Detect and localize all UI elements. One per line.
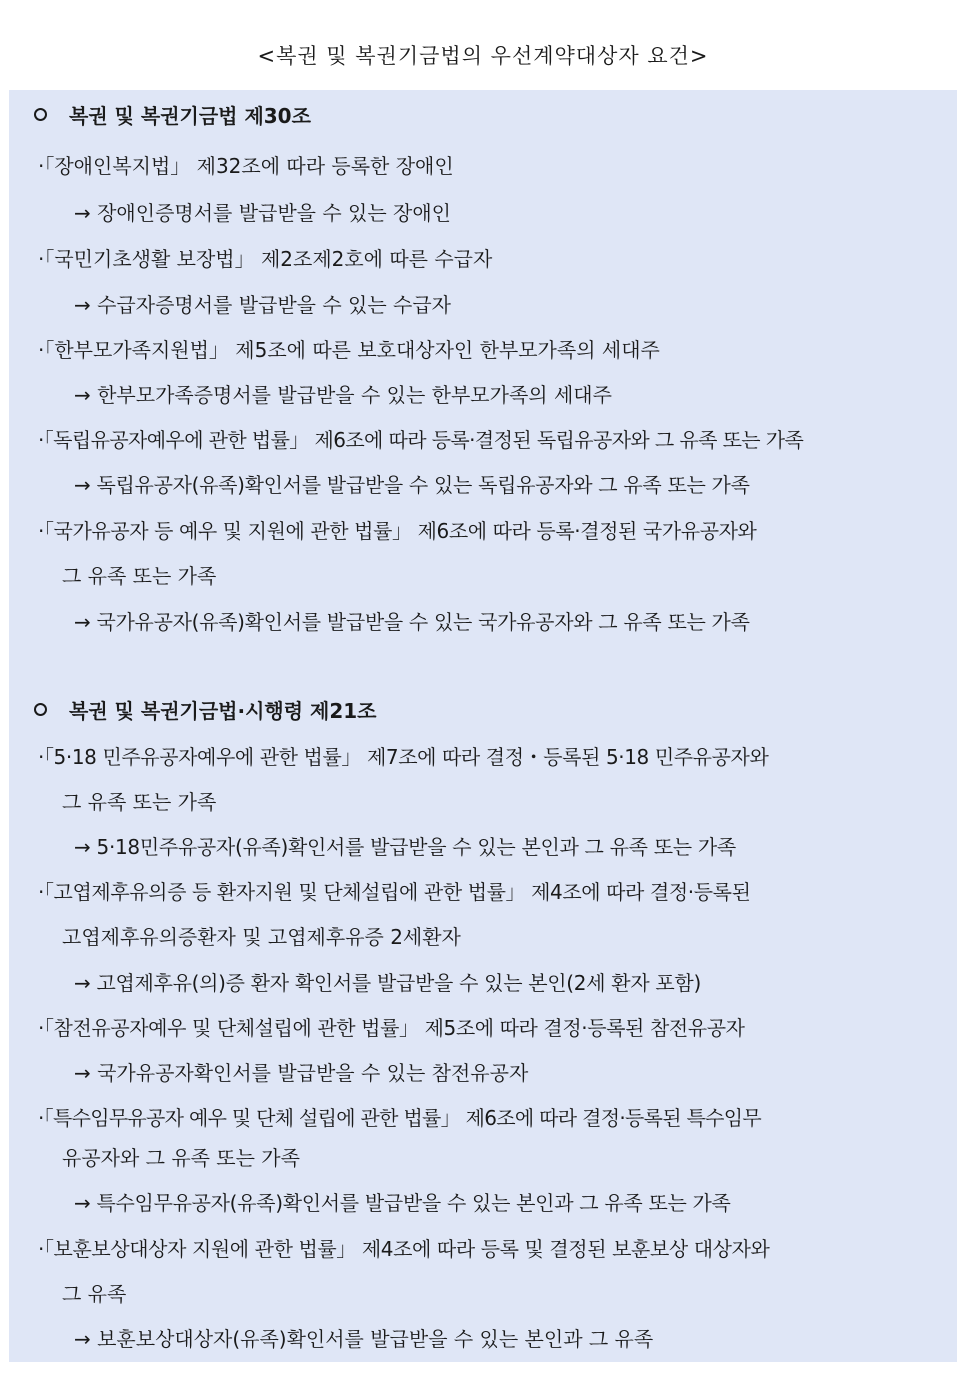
section1-item1: ·「장애인복지법」 제32조에 따라 등록한 장애인 xyxy=(38,154,454,178)
section1-item5-line1: ·「국가유공자 등 예우 및 지원에 관한 법률」 제6조에 따라 등록·결정된 국가유공자와 xyxy=(38,519,757,543)
section2-item2-line1: ·「고엽제후유의증 등 환자지원 및 단체설립에 관한 법률」 제4조에 따라 결정·등록된 xyxy=(38,880,751,904)
section2-item5-sub: → 보훈보상대상자(유족)확인서를 발급받을 수 있는 본인과 그 유족 xyxy=(74,1327,654,1351)
section1-item4-sub: → 독립유공자(유족)확인서를 발급받을 수 있는 독립유공자와 그 유족 또는 가족 xyxy=(74,473,750,497)
section2-item4-line1: ·「특수임무유공자 예우 및 단체 설립에 관한 법률」 제6조에 따라 결정·등록된 특수임무 xyxy=(38,1106,761,1130)
section2-item1-line2: 그 유족 또는 가족 xyxy=(62,790,217,814)
section1-item5-line2: 그 유족 또는 가족 xyxy=(62,564,217,588)
section1-item2: ·「국민기초생활 보장법」 제2조제2호에 따른 수급자 xyxy=(38,247,493,271)
section2-item5-line2: 그 유족 xyxy=(62,1282,127,1306)
section1-item2-sub: → 수급자증명서를 발급받을 수 있는 수급자 xyxy=(74,293,451,317)
section1-item5-sub: → 국가유공자(유족)확인서를 발급받을 수 있는 국가유공자와 그 유족 또는 가족 xyxy=(74,610,750,634)
section2-item1-sub: → 5·18민주유공자(유족)확인서를 발급받을 수 있는 본인과 그 유족 또는 가족 xyxy=(74,835,736,859)
section2-item5-line1: ·「보훈보상대상자 지원에 관한 법률」 제4조에 따라 등록 및 결정된 보훈보상 대상자와 xyxy=(38,1237,770,1261)
section2-item1-line1: ·「5·18 민주유공자예우에 관한 법률」 제7조에 따라 결정・등록된 5·18 민주유공자와 xyxy=(38,745,769,769)
document-title: <복권 및 복권기금법의 우선계약대상자 요건> xyxy=(257,44,709,68)
section1-item3: ·「한부모가족지원법」 제5조에 따른 보호대상자인 한부모가족의 세대주 xyxy=(38,338,660,362)
requirements-box xyxy=(9,90,957,1362)
section2-heading xyxy=(34,698,376,724)
section2-item4-line2: 유공자와 그 유족 또는 가족 xyxy=(62,1146,300,1170)
circle-bullet-icon xyxy=(34,108,47,121)
section2-item2-sub: → 고엽제후유(의)증 환자 확인서를 발급받을 수 있는 본인(2세 환자 포함) xyxy=(74,971,701,995)
section2-item2-line2: 고엽제후유의증환자 및 고엽제후유증 2세환자 xyxy=(62,925,461,949)
section1-heading-text: 복권 및 복권기금법 제30조 xyxy=(69,104,311,128)
section2-item3-sub: → 국가유공자확인서를 발급받을 수 있는 참전유공자 xyxy=(74,1061,529,1085)
section1-item1-sub: → 장애인증명서를 발급받을 수 있는 장애인 xyxy=(74,201,451,225)
section2-item3: ·「참전유공자예우 및 단체설립에 관한 법률」 제5조에 따라 결정·등록된 참전유공자 xyxy=(38,1016,745,1040)
section1-item3-sub: → 한부모가족증명서를 발급받을 수 있는 한부모가족의 세대주 xyxy=(74,383,612,407)
circle-bullet-icon xyxy=(34,703,47,716)
section2-item4-sub: → 특수임무유공자(유족)확인서를 발급받을 수 있는 본인과 그 유족 또는 가족 xyxy=(74,1191,731,1215)
section1-heading xyxy=(34,103,311,129)
section1-item4: ·「독립유공자예우에 관한 법률」 제6조에 따라 등록·결정된 독립유공자와 그 유족 또는 가족 xyxy=(38,428,804,452)
section2-heading-text: 복권 및 복권기금법·시행령 제21조 xyxy=(69,699,377,723)
